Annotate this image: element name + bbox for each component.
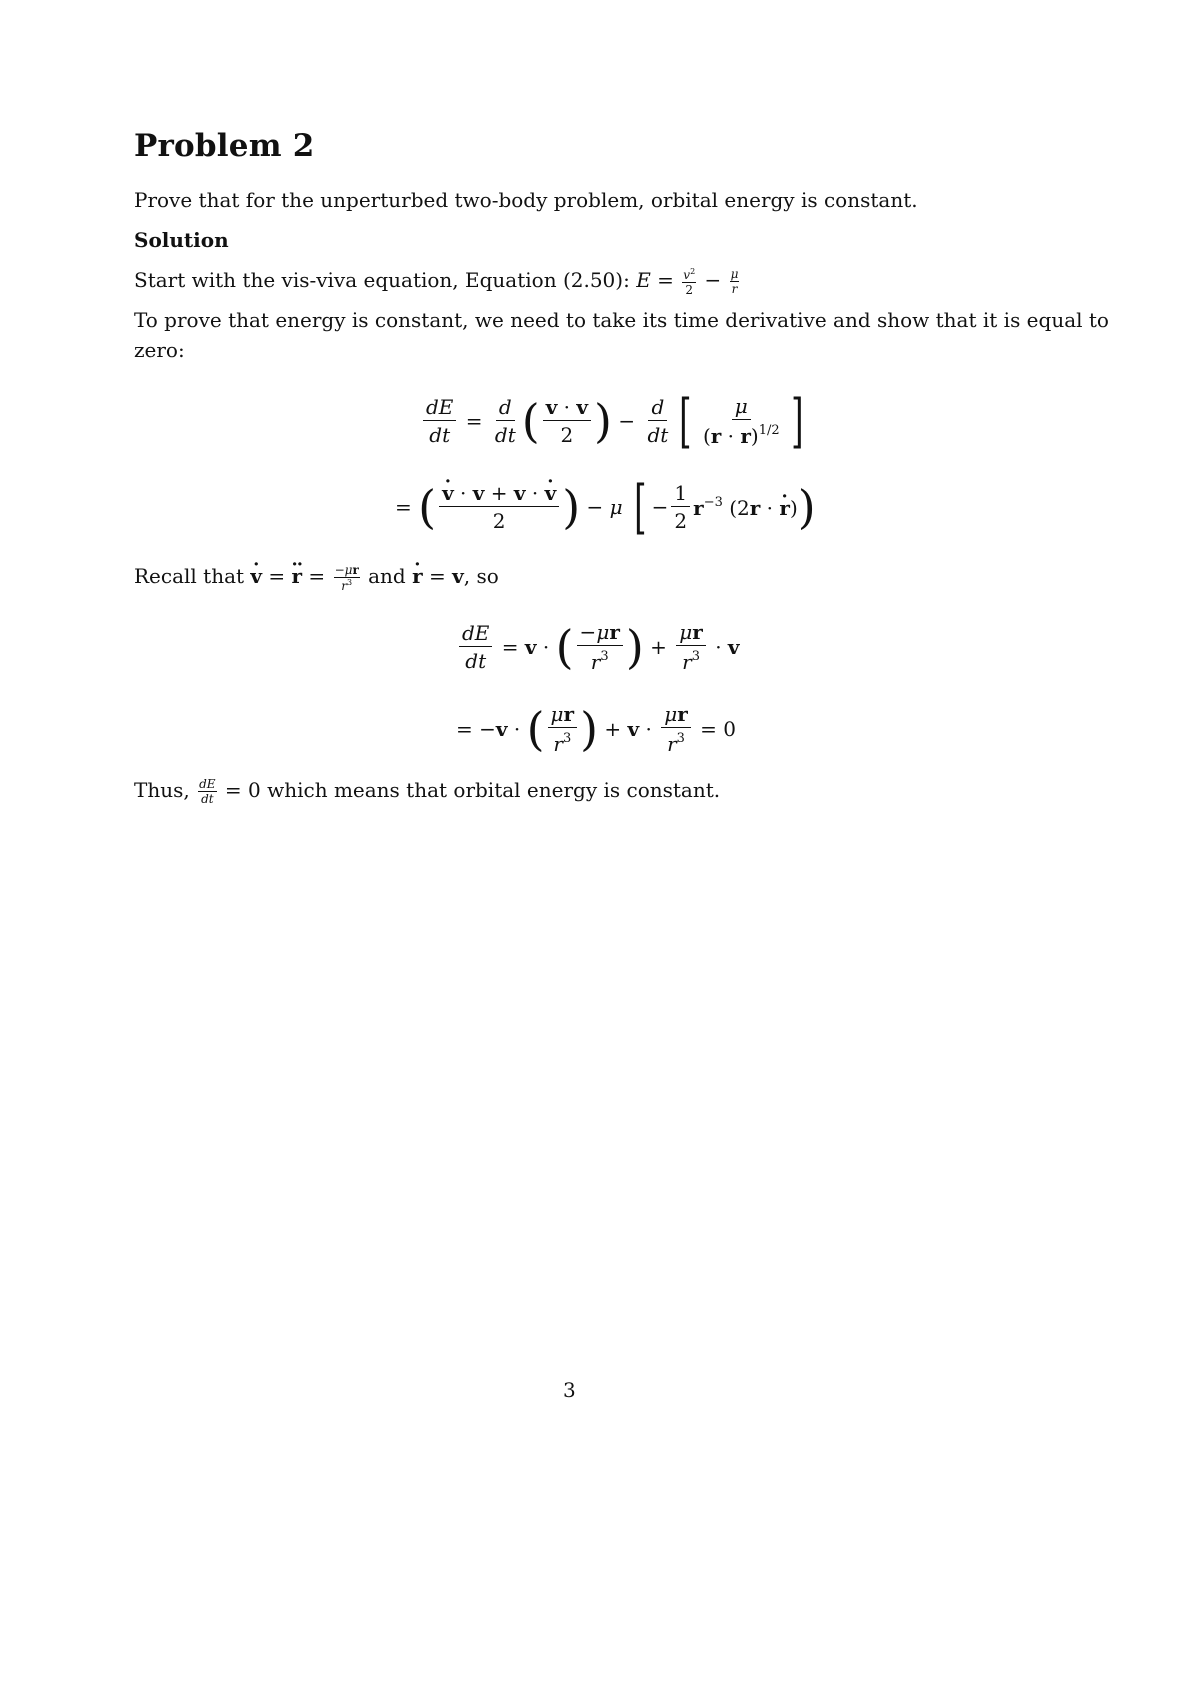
- explanation-line: To prove that energy is constant, we need to take its time derivative and show that it is equal to: [134, 308, 1109, 332]
- equation-2-row-2: = −v · ( $\frac{\mu r}{r^3}$ ) + v · $\frac{\mu r}{r^3}$ = 0: [456, 702, 736, 756]
- recall-line: Recall that v · = r ·· = $\frac{-\mu r}{r^3}$ and r · = v, so: [134, 562, 499, 592]
- problem-statement: Prove that for the unperturbed two-body problem, orbital energy is constant.: [134, 188, 918, 212]
- vis-viva-text: Start with the vis-viva equation, Equation (2.50):: [134, 268, 630, 292]
- page-number: 3: [563, 1378, 576, 1402]
- equation-1-row-2: = ( $\frac{v \cdot \cdot v + v \cdot v \cdot}{2}$ ) − μ [ − $\frac{1}{2}$ $r^{-3}$ (2r · r ·) ): [395, 478, 816, 536]
- recall-so: , so: [463, 564, 499, 588]
- recall-text: Recall that: [134, 564, 245, 588]
- solution-label: Solution: [134, 228, 229, 252]
- vis-viva-equation: E = $\frac{v^2}{2}$ − $\frac{\mu}{r}$: [636, 266, 739, 297]
- vis-viva-line: [134, 266, 741, 296]
- conclusion-suffix: = 0 which means that orbital energy is constant.: [224, 778, 721, 802]
- equation-1-row-1: $\frac{dE}{dt}$ = $\frac{d}{dt}$ ( $\frac{v \cdot v}{2}$ ) − $\frac{d}{dt}$ [ $\frac{\mu}{(r \cdot r)^{1/2}}$ ]: [420, 392, 808, 450]
- problem-heading: Problem 2: [134, 128, 315, 164]
- conclusion-line: Thus, $\frac{dE}{dt}$ = 0 which means that orbital energy is constant.: [134, 777, 721, 806]
- recall-and: and: [368, 564, 406, 588]
- explanation-line-2: zero:: [134, 338, 185, 362]
- conclusion-prefix: Thus,: [134, 778, 190, 802]
- equation-2-row-1: $\frac{dE}{dt}$ = v · ( $\frac{-\mu r}{r^3}$ ) + $\frac{\mu r}{r^3}$ · v: [456, 622, 740, 672]
